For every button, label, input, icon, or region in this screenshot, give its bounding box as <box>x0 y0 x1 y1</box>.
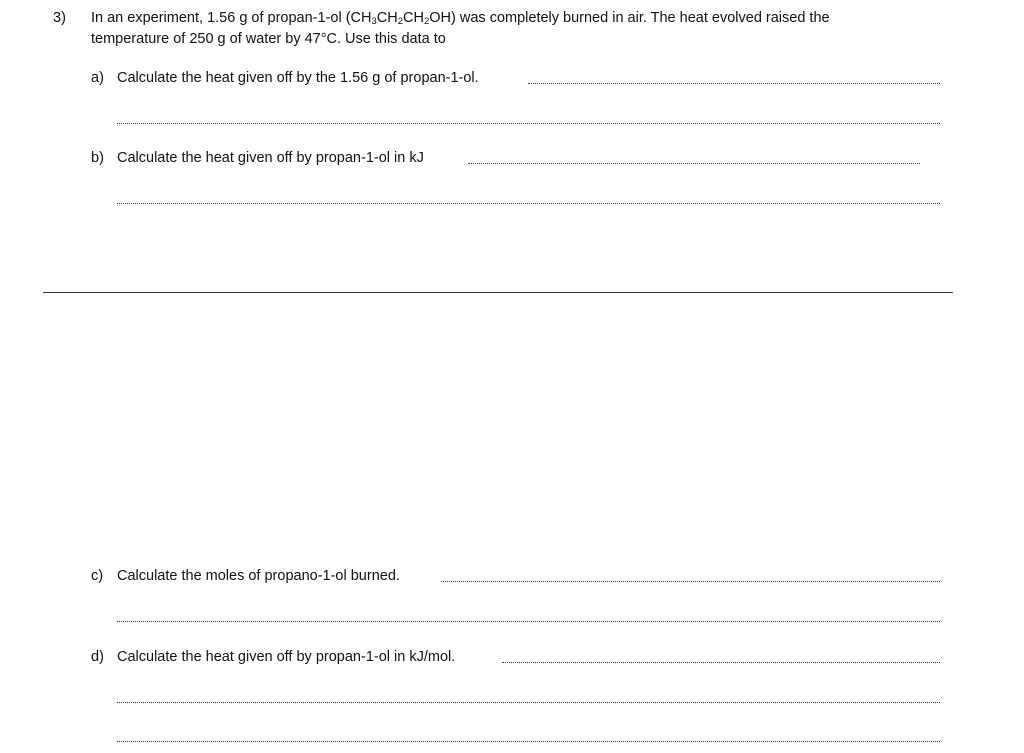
part-a-text: Calculate the heat given off by the 1.56 g of propan-1-ol. <box>117 70 479 86</box>
question-number: 3) <box>53 10 66 26</box>
part-d-letter: d) <box>91 649 104 665</box>
subscript-3: 3 <box>371 16 377 27</box>
part-a-answer-line-1[interactable] <box>528 83 940 84</box>
part-d-answer-line-2[interactable] <box>117 702 940 703</box>
question-intro-line-2: temperature of 250 g of water by 47°C. Use this data to <box>91 31 446 47</box>
section-divider <box>43 292 953 293</box>
subscript-2a: 2 <box>397 16 404 27</box>
part-d-answer-line-3[interactable] <box>117 741 940 742</box>
question-intro-line-1 <box>91 10 830 26</box>
part-a-answer-line-2[interactable] <box>117 123 940 124</box>
part-b-letter: b) <box>91 150 104 166</box>
part-b-text: Calculate the heat given off by propan-1-ol in kJ <box>117 150 424 166</box>
part-b-answer-line-1[interactable] <box>468 163 920 164</box>
part-c-answer-line-1[interactable] <box>441 581 940 582</box>
part-d-answer-line-1[interactable] <box>502 662 940 663</box>
part-c-text: Calculate the moles of propano-1-ol burned. <box>117 568 400 584</box>
intro-text-c: CH <box>403 10 424 26</box>
intro-text-d: OH) was completely burned in air. The heat evolved raised the <box>429 10 830 26</box>
part-c-letter: c) <box>91 568 104 584</box>
intro-text-a: In an experiment, 1.56 g of propan-1-ol (CH <box>91 10 372 26</box>
part-d-text: Calculate the heat given off by propan-1-ol in kJ/mol. <box>117 649 456 665</box>
part-b-answer-line-2[interactable] <box>117 203 940 204</box>
part-c-answer-line-2[interactable] <box>117 621 940 622</box>
part-a-letter: a) <box>91 70 104 86</box>
subscript-2b: 2 <box>423 16 430 27</box>
intro-text-b: CH <box>376 10 398 26</box>
